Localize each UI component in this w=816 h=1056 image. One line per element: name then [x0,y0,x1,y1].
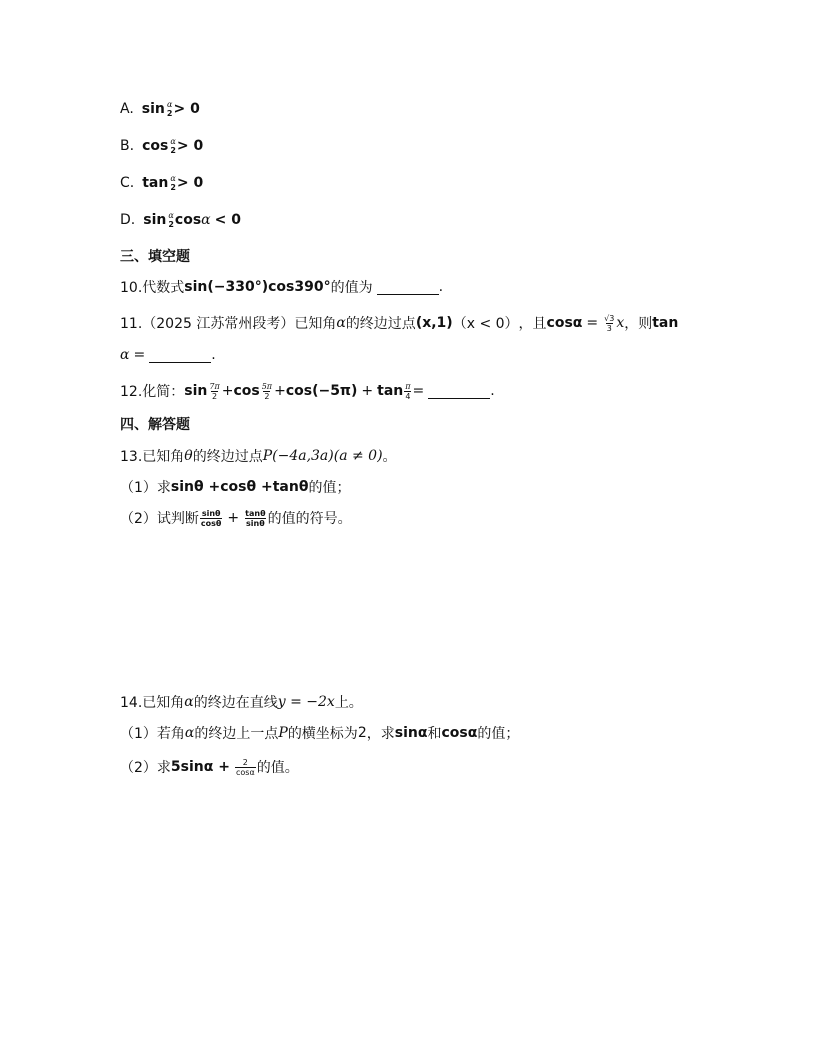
fraction-denominator: cosθ [200,518,222,528]
part-label: （1）求 [120,480,171,496]
question-text: 的值； [477,726,520,742]
fraction [166,100,174,118]
question-10 [120,277,443,297]
question-14-part-1 [120,723,519,743]
trig-func: cos [233,383,260,399]
answer-blank[interactable] [428,384,490,399]
fraction-numerator: α [170,174,176,183]
fraction [603,314,615,333]
question-text: 12.化简： [120,384,185,400]
fraction [208,382,220,401]
part-label: （2）试判断 [120,511,199,527]
plus-sign: + [227,510,240,526]
section-title: 三、填空题 [120,249,190,265]
section-title: 四、解答题 [120,417,190,433]
relation: > 0 [173,101,200,117]
math-expression: sin(−330°)cos390° [184,279,331,295]
fraction-denominator: 2 [170,183,176,192]
question-text: 的值的符号。 [267,511,352,527]
question-text: 的终边上一点 [194,726,279,742]
question-text: 的终边过点 [192,449,263,465]
option-d [120,211,241,229]
math-expression: cosα [441,725,478,741]
question-text: ，且 [518,316,547,332]
fraction [169,137,177,155]
relation: > 0 [176,138,204,154]
relation: < 0 [214,212,241,228]
fraction-denominator: 2 [166,109,173,118]
question-12 [120,381,495,401]
variable: α [120,347,130,363]
math-expression: cosα [546,315,583,331]
trig-func: sin [143,212,167,228]
question-text: 和 [427,726,442,742]
question-text: 的值为 [330,280,373,296]
fraction-denominator: 2 [168,220,174,229]
fraction-numerator: tanθ [245,508,266,518]
fraction-numerator: 7π [209,381,220,391]
question-text: 的值。 [256,760,299,776]
fraction-numerator: 2 [242,757,248,767]
trig-func: sin [184,383,208,399]
variable: α [184,725,195,741]
punctuation: . [211,347,216,363]
question-text: 13.已知角 [120,449,185,465]
question-text: 上。 [334,695,363,711]
question-text: 11.（2025 江苏常州段考）已知角 [120,316,337,332]
punctuation: . [438,279,444,295]
plus-sign: + [274,383,286,399]
fraction-numerator: α [166,100,173,109]
fraction-numerator: 5π [261,381,273,391]
math-condition: （x < 0） [452,316,519,332]
plus-sign: + [221,383,234,399]
question-13-part-2 [120,508,352,528]
math-expression: cos(−5π) [285,383,358,399]
fraction [404,382,411,401]
variable: θ [184,448,193,464]
fraction-denominator: 4 [405,391,411,401]
trig-func: tan [142,175,169,191]
option-c [120,174,203,192]
part-label: （2）求 [120,760,171,776]
fraction-denominator: sinθ [246,518,265,528]
question-11-continued [120,347,216,363]
fraction-numerator: α [168,211,174,220]
variable: α [184,694,194,710]
fraction-denominator: 2 [212,391,218,401]
math-expression: 5sinα + [170,759,230,775]
question-text: 的终边过点 [345,316,416,332]
option-label: B. [120,138,135,154]
variable: α [201,212,211,228]
fraction-numerator: sinθ [201,508,221,518]
question-13-part-1 [120,477,350,497]
question-text: 10.代数式 [120,280,185,296]
fraction-denominator: cosα [235,767,255,777]
variable: α [336,315,346,331]
math-expression: sinθ +cosθ +tanθ [170,479,309,495]
answer-blank[interactable] [149,348,211,363]
equals-sign: = [586,315,599,331]
option-label: A. [120,101,134,117]
math-equation: y = −2x [277,694,335,710]
part-label: （1）若角 [120,726,185,742]
option-a [120,100,200,118]
math-expression: sinα [394,725,428,741]
punctuation: 。 [382,449,397,465]
question-14-part-2 [120,757,299,777]
math-expression: tan [652,315,679,331]
question-text: 14.已知角 [120,695,185,711]
fraction-numerator: √3 [604,313,615,323]
fraction-denominator: 3 [606,323,612,333]
fraction-denominator: 2 [264,391,270,401]
math-point: (x,1) [415,315,453,331]
equals-sign: = [412,383,425,399]
trig-func: sin [141,101,165,117]
trig-func-2: cos [174,212,202,228]
fraction-denominator: 2 [170,146,176,155]
equals-sign: = [133,347,146,363]
fraction [244,509,266,528]
fraction [167,211,175,229]
trig-func: cos [142,138,169,154]
relation: > 0 [176,175,204,191]
fraction [200,509,223,528]
question-text: 的值； [308,480,351,496]
option-b [120,137,203,155]
question-text: ，求 [366,726,395,742]
option-label: D. [120,212,136,228]
fraction [235,758,256,777]
fraction-numerator: α [170,137,176,146]
option-label: C. [120,175,135,191]
math-point: P(−4a,3a)(a ≠ 0) [262,448,383,464]
answer-blank[interactable] [377,280,439,295]
section-heading-fill-blank [120,246,190,266]
fraction [261,382,273,401]
variable: P [278,725,288,741]
question-14 [120,692,363,712]
question-13 [120,446,397,466]
question-text: 的横坐标为 [287,726,358,742]
plus-sign: + [361,383,374,399]
punctuation: . [490,383,495,399]
fraction [169,174,177,192]
question-11 [120,313,678,333]
math-value: 2 [357,725,367,741]
trig-func: tan [377,383,404,399]
variable: x [616,315,625,331]
fraction-numerator: π [405,381,411,391]
question-text: ，则 [624,316,653,332]
section-heading-answer [120,414,190,434]
question-text: 的终边在直线 [193,695,278,711]
